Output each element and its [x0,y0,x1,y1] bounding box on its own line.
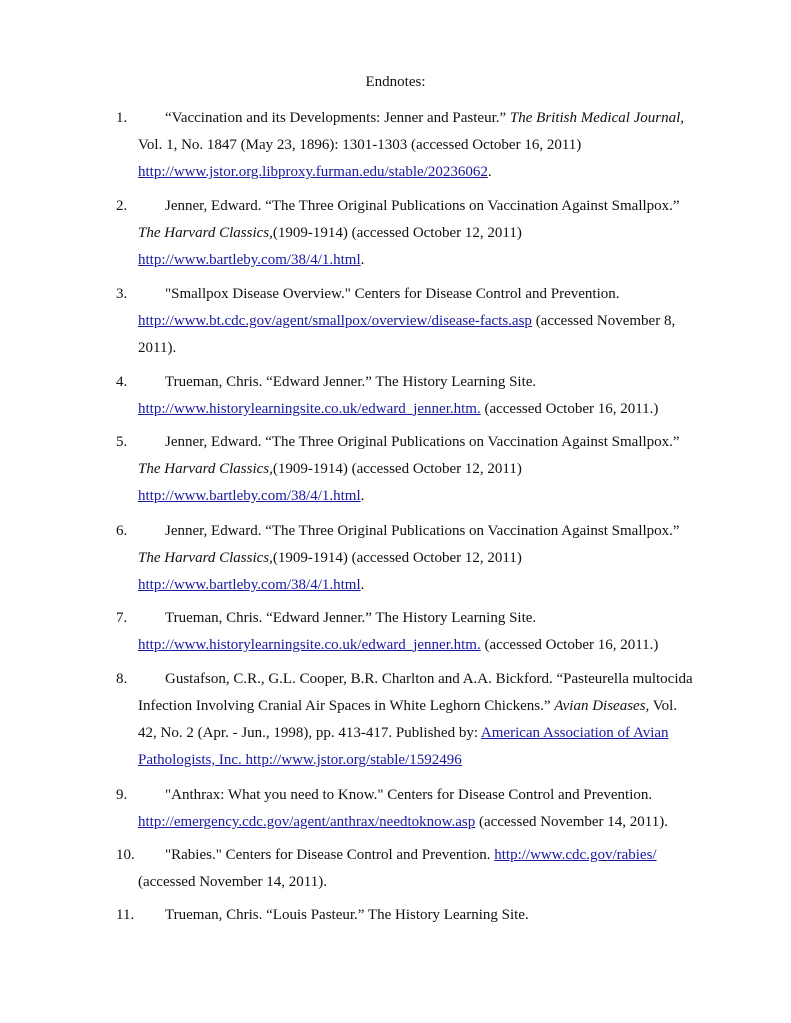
endnote-text [138,842,716,896]
citation-link[interactable]: http://www.historylearningsite.co.uk/edward_jenner.htm. [138,401,481,417]
endnote-line [138,396,716,423]
endnote-text [138,369,716,423]
citation-link[interactable]: http://emergency.cdc.gov/agent/anthrax/needtoknow.asp [138,814,476,830]
endnote-line [138,902,716,929]
endnote [116,666,716,774]
citation-link[interactable]: http://www.cdc.gov/rabies/ [494,847,657,863]
endnote-line [138,842,716,869]
citation-text: (accessed October 16, 2011.) [480,637,659,653]
citation-text: 2011). [138,340,177,356]
endnote-line [138,782,716,809]
citation-text: Gustafson, C.R., G.L. Cooper, B.R. Charlton and A.A. Bickford. “Pasteurella multocida [165,671,693,687]
endnote-number: 9. [116,787,128,803]
endnote-line [138,281,716,308]
endnote-text [138,666,716,774]
citation-text: Jenner, Edward. “The Three Original Publications on Vaccination Against Smallpox.” [165,198,680,214]
endnote-number: 3. [116,286,128,302]
endnote [116,605,716,659]
citation-text: Vol. 1, No. 1847 (May 23, 1896): 1301-1303 (accessed October 16, 2011) [138,137,582,153]
endnote-number: 4. [116,374,128,390]
endnote-number: 2. [116,198,128,214]
endnote-line [138,159,716,186]
citation-text: . [360,488,365,504]
citation-text: (accessed November 8, [531,313,676,329]
endnote [116,842,716,896]
endnote-line [138,809,716,836]
endnote-line [138,132,716,159]
citation-text: Infection Involving Cranial Air Spaces in White Leghorn Chickens.” [138,698,555,714]
endnote-number: 11. [116,907,135,923]
endnote-line [138,429,716,456]
citation-text: (1909-1914) (accessed October 12, 2011) [272,461,522,477]
citation-link[interactable]: http://www.bt.cdc.gov/agent/smallpox/overview/disease-facts.asp [138,313,532,329]
endnote-text [138,902,716,929]
italic-title: The British Medical Journal, [509,110,685,126]
endnote [116,369,716,423]
citation-text: Trueman, Chris. “Edward Jenner.” The History Learning Site. [165,374,537,390]
citation-text: "Rabies." Centers for Disease Control and Prevention. [165,847,495,863]
endnote-line [138,220,716,247]
endnote-text [138,281,716,362]
citation-text: Vol. [649,698,678,714]
citation-text: . [487,164,492,180]
citation-text: (accessed November 14, 2011). [475,814,668,830]
citation-text: (accessed October 16, 2011.) [480,401,659,417]
endnote-line [138,693,716,720]
endnote-number: 5. [116,434,128,450]
endnote-line [138,545,716,572]
endnote [116,193,716,274]
endnote-line [138,720,716,747]
citation-link[interactable]: American Association of Avian [480,725,669,741]
citation-text: . [360,252,365,268]
citation-text: Trueman, Chris. “Louis Pasteur.” The History Learning Site. [165,907,529,923]
endnote-number: 10. [116,847,135,863]
endnote-line [138,369,716,396]
endnote-line [138,193,716,220]
italic-title: The Harvard Classics, [138,461,273,477]
citation-text: Trueman, Chris. “Edward Jenner.” The History Learning Site. [165,610,537,626]
citation-link[interactable]: http://www.historylearningsite.co.uk/edward_jenner.htm. [138,637,481,653]
endnote [116,782,716,836]
endnote-text [138,605,716,659]
citation-text: (1909-1914) (accessed October 12, 2011) [272,225,522,241]
endnote-line [138,605,716,632]
citation-text: 42, No. 2 (Apr. - Jun., 1998), pp. 413-417. Published by: [138,725,481,741]
citation-text: Jenner, Edward. “The Three Original Publications on Vaccination Against Smallpox.” [165,523,680,539]
endnote [116,105,716,186]
endnote-line [138,483,716,510]
citation-text: “Vaccination and its Developments: Jenner and Pasteur.” [165,110,510,126]
endnote-line [138,518,716,545]
endnote-text [138,429,716,510]
endnote [116,281,716,362]
endnote-line [138,632,716,659]
endnote-number: 6. [116,523,128,539]
endnote-line [138,335,716,362]
citation-text: "Anthrax: What you need to Know." Centers for Disease Control and Prevention. [165,787,653,803]
endnote-text [138,105,716,186]
endnote-line [138,572,716,599]
citation-link[interactable]: http://www.bartleby.com/38/4/1.html [138,577,361,593]
italic-title: The Harvard Classics, [138,225,273,241]
endnote-text [138,782,716,836]
endnote-line [138,456,716,483]
endnote-number: 8. [116,671,128,687]
page-title: Endnotes: [365,74,426,90]
italic-title: Avian Diseases, [554,698,650,714]
citation-link[interactable]: http://www.bartleby.com/38/4/1.html [138,252,361,268]
endnote [116,518,716,599]
endnote-number: 7. [116,610,128,626]
italic-title: The Harvard Classics, [138,550,273,566]
citation-text: "Smallpox Disease Overview." Centers for Disease Control and Prevention. [165,286,620,302]
citation-text: (accessed November 14, 2011). [138,874,327,890]
endnote [116,429,716,510]
endnote-line [138,869,716,896]
citation-text: (1909-1914) (accessed October 12, 2011) [272,550,522,566]
citation-link[interactable]: http://www.bartleby.com/38/4/1.html [138,488,361,504]
citation-link[interactable]: http://www.jstor.org.libproxy.furman.edu/stable/20236062 [138,164,488,180]
citation-link[interactable]: Pathologists, Inc. http://www.jstor.org/stable/1592496 [138,752,462,768]
endnote-text [138,193,716,274]
endnote-text [138,518,716,599]
endnote-line [138,247,716,274]
endnote-line [138,105,716,132]
citation-text: . [360,577,365,593]
endnote-line [138,666,716,693]
endnote-line [138,747,716,774]
endnote-number: 1. [116,110,128,126]
citation-text: Jenner, Edward. “The Three Original Publications on Vaccination Against Smallpox.” [165,434,680,450]
endnote [116,902,716,929]
endnote-line [138,308,716,335]
